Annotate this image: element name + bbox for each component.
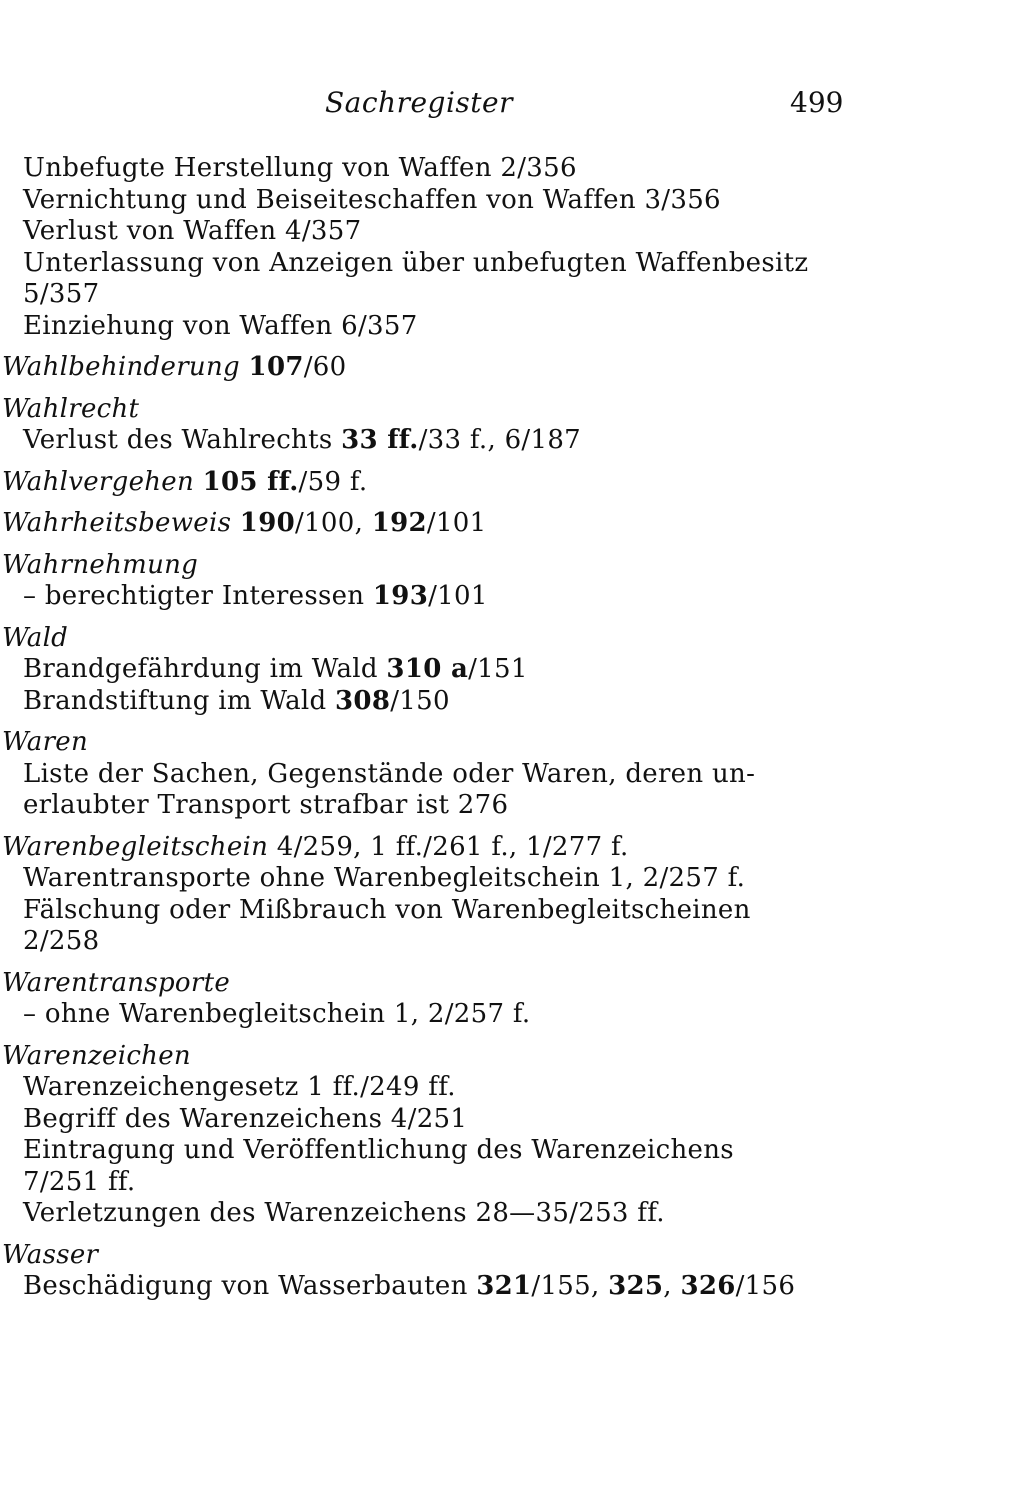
index-subentry: Eintragung und Veröffentlichung des Warenzeichens	[23, 1135, 734, 1165]
bold-reference: 33 ff.	[341, 425, 419, 455]
page-reference: /33 f., 6/187	[418, 425, 582, 455]
index-subentry: Verletzungen des Warenzeichens 28—35/253 ff.	[23, 1198, 665, 1228]
bold-reference: 192	[371, 508, 427, 538]
subentry-text: Beschädigung von Wasserbauten	[23, 1271, 477, 1301]
bold-reference: 105 ff.	[202, 466, 299, 497]
index-subentry: Warentransporte ohne Warenbegleitschein 1, 2/257 f.	[23, 863, 746, 893]
page-reference: /59 f.	[298, 466, 368, 497]
index-subentry: – ohne Warenbegleitschein 1, 2/257 f.	[23, 999, 531, 1029]
subentry-text: Verlust des Wahlrechts	[23, 425, 342, 455]
index-subentry	[0, 581, 1010, 613]
index-entry-wahlbehinderung	[0, 352, 1010, 384]
index-subentry: 5/357	[23, 279, 100, 309]
index-subentry: Unterlassung von Anzeigen über unbefugten Waffenbesitz	[23, 247, 809, 278]
index-subentry: 2/258	[23, 926, 100, 956]
bold-reference: 325	[608, 1271, 664, 1301]
index-subentry: erlaubter Transport strafbar ist 276	[23, 790, 509, 820]
index-entry-warenbegleitschein	[0, 832, 1010, 864]
index-entry-waren	[0, 727, 1010, 759]
page-reference: /60	[303, 352, 347, 382]
index-entries	[0, 153, 1010, 1303]
index-subentry: Verlust von Waffen 4/357	[23, 216, 362, 246]
bold-reference: 326	[680, 1271, 736, 1301]
index-subentry	[0, 425, 1010, 457]
bold-reference: 321	[476, 1271, 532, 1301]
bold-reference: 308	[335, 685, 391, 716]
index-subentry	[0, 686, 1010, 718]
index-subentry: Vernichtung und Beiseiteschaffen von Waffen 3/356	[23, 184, 721, 215]
index-entry-wahlvergehen	[0, 467, 1010, 499]
index-subentry: Liste der Sachen, Gegenstände oder Waren, deren un-	[23, 758, 756, 789]
page-reference: /100,	[294, 508, 372, 538]
index-term: Wahrheitsbeweis	[2, 508, 232, 538]
index-subentry: Unbefugte Herstellung von Waffen 2/356	[23, 153, 577, 183]
index-term: Waren	[2, 727, 89, 757]
index-term: Warentransporte	[2, 967, 231, 998]
index-term: Warenzeichen	[2, 1040, 191, 1071]
subentry-text: – berechtigter Interessen	[23, 581, 373, 611]
index-term: Warenbegleitschein	[2, 831, 269, 862]
index-term: Wahlbehinderung	[2, 352, 240, 382]
index-entry-wahrheitsbeweis	[0, 508, 1010, 540]
index-term: Wahlvergehen	[2, 466, 195, 497]
index-term: Wahlrecht	[2, 393, 140, 424]
subentry-text: Brandgefährdung im Wald	[23, 654, 387, 684]
index-entry-wahlrecht	[0, 394, 1010, 426]
page-reference: /155,	[531, 1271, 609, 1301]
bold-reference: 107	[248, 352, 304, 382]
page-reference: /101	[426, 508, 487, 538]
page-title: Sachregister	[325, 86, 513, 119]
bold-reference: 190	[239, 508, 295, 538]
index-entry-wahrnehmung	[0, 550, 1010, 582]
index-entry-warentransporte	[0, 968, 1010, 1000]
index-term: Wahrnehmung	[2, 549, 199, 580]
index-subentry	[0, 1271, 1010, 1303]
index-subentry: Warenzeichengesetz 1 ff./249 ff.	[23, 1072, 456, 1102]
bold-reference: 193	[372, 581, 429, 611]
index-term: Wald	[2, 622, 69, 653]
index-subentry: Begriff des Warenzeichens 4/251	[23, 1103, 468, 1134]
page-number: 499	[790, 86, 844, 119]
index-entry-warenzeichen	[0, 1041, 1010, 1073]
index-subentry	[0, 654, 1010, 686]
index-term: Wasser	[2, 1239, 99, 1270]
index-subentry: 7/251 ff.	[23, 1166, 136, 1197]
page-reference: /150	[390, 685, 450, 716]
page-reference: ,	[663, 1271, 681, 1301]
bold-reference: 310 a	[386, 654, 469, 684]
index-subentry: Fälschung oder Mißbrauch von Warenbegleitscheinen	[23, 894, 751, 925]
index-subentry: Einziehung von Waffen 6/357	[23, 310, 418, 341]
page-reference: /101	[428, 581, 488, 611]
page-reference: /156	[735, 1271, 796, 1301]
page-reference: /151	[468, 654, 528, 684]
index-entry-wald	[0, 623, 1010, 655]
index-entry-wasser	[0, 1240, 1010, 1272]
subentry-text: Brandstiftung im Wald	[23, 685, 336, 716]
page-reference: 4/259, 1 ff./261 f., 1/277 f.	[268, 831, 629, 862]
